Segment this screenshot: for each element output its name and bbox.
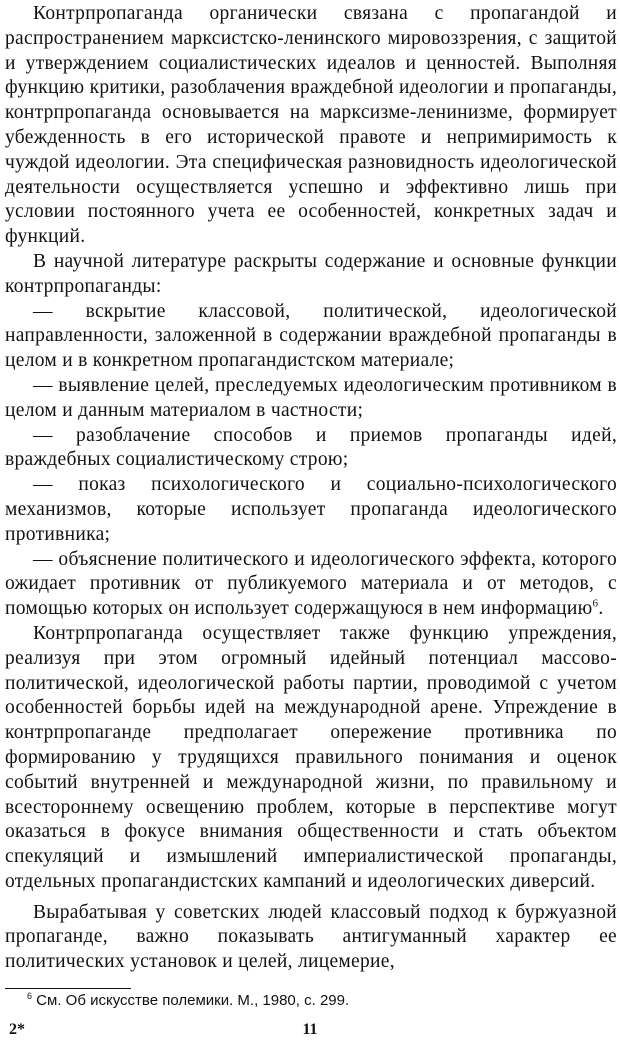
footnote-marker: 6 (27, 991, 33, 1001)
list-item-5-text: — объяснение политического и идеологического эффекта, которого ожидает противник от публикуемого материала и от методов, с помощью которых он использует содержащуюся в нем информацию (5, 548, 617, 620)
paragraph-3: Контрпропаганда осуществляет также функцию упреждения, реализуя при этом огромный идейный потенциал массово-политической, идеологической работы партии, проводимой с учетом особенностей борьбы идей на международной арене. Упреждение в контрпропаганде предполагает опережение противника по формированию у трудящихся правильного понимания и оценок событий внутренней и международной жизни, по правильному и всестороннему освещению проблем, которые в перспективе могут оказаться в фокусе внимания общественности и стать объектом спекуляций и измышлений империалистической пропаганды, отдельных пропагандистских кампаний и идеологических диверсий. (5, 622, 617, 892)
footnote-reference: 6 (592, 597, 599, 610)
paragraph-1: Контрпропаганда органически связана с пропагандой и распространением марксистско-ленинского мировоззрения, с защитой и утверждением социалистических идеалов и ценностей. Выполняя функцию критики, разоблачения враждебной идеологии и пропаганды, контрпропаганда основывается на марксизме-ленинизме, формирует убежденность в его исторической правоте и непримиримость к чуждой идеологии. Эта специфическая разновидность идеологической деятельности осуществляется успешно и эффективно лишь при условии постоянного учета ее особенностей, конкретных задач и функций. (5, 3, 617, 248)
footnote-text: См. Об искусстве полемики. М., 1980, с. 299. (32, 992, 350, 1009)
list-item-2: — выявление целей, преследуемых идеологическим противником в целом и данным материалом в частности; (5, 374, 617, 421)
list-item-1: — вскрытие классовой, политической, идеологической направленности, заложенной в содержании враждебной пропаганды в целом и в конкретном пропагандистском материале; (5, 300, 617, 372)
body-text (5, 2, 617, 975)
list-item-4: — показ психологического и социально-психологического механизмов, которые использует пропаганда идеологического противника; (5, 474, 617, 545)
footnote (27, 991, 587, 1011)
list-item-5-end: . (598, 598, 604, 620)
footnote-divider (5, 988, 131, 989)
page-number: 11 (302, 1021, 318, 1038)
list-item-3: — разоблачение способов и приемов пропаганды идей, враждебных социалистическому строю; (5, 424, 617, 471)
paragraph-4: Вырабатывая у советских людей классовый подход к буржуазной пропаганде, важно показывать антигуманный характер ее политических установок и целей, лицемерие, (5, 901, 617, 973)
paragraph-2: В научной литературе раскрыты содержание и основные функции контрпропаганды: (5, 250, 617, 297)
list-item-5 (5, 548, 617, 622)
signature-mark: 2* (9, 1021, 25, 1038)
